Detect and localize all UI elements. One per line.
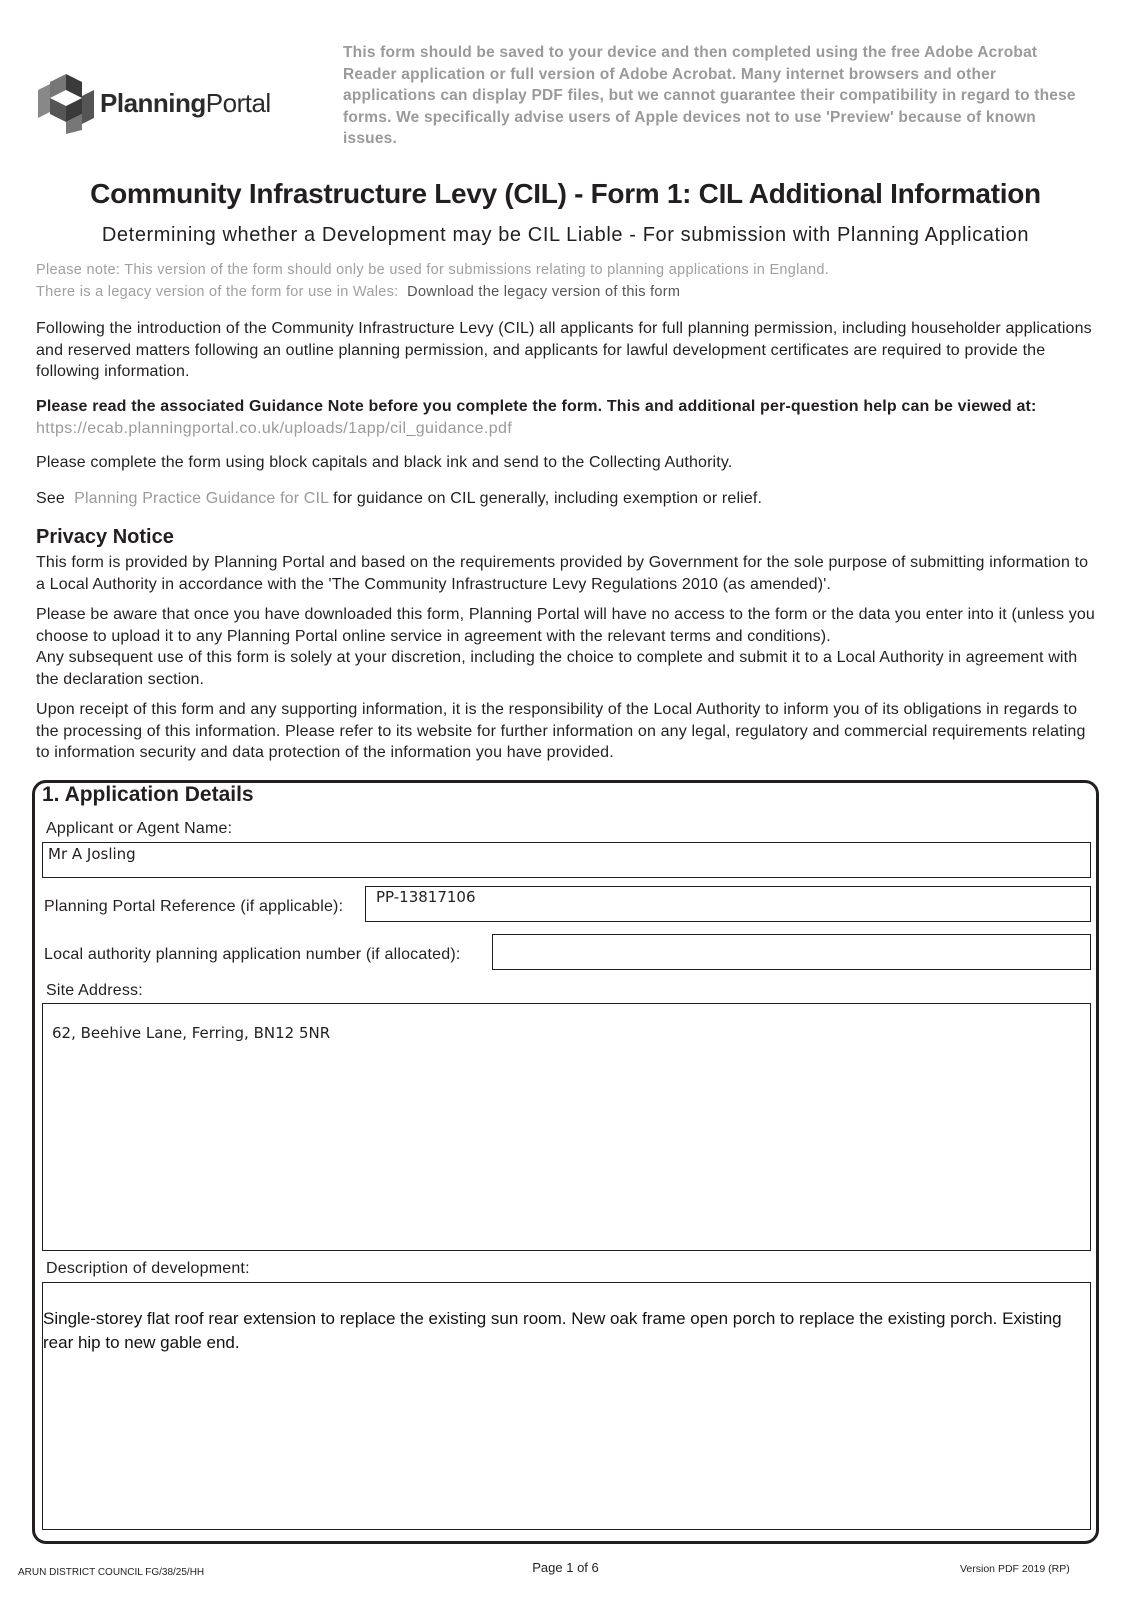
applicant-name-value: Mr A Josling — [48, 845, 136, 863]
guidance-url-link[interactable]: https://ecab.planningportal.co.uk/uploads/1app/cil_guidance.pdf — [36, 420, 513, 437]
privacy-heading: Privacy Notice — [36, 526, 174, 548]
form-title: Community Infrastructure Levy (CIL) - Form 1: CIL Additional Information — [90, 178, 1041, 209]
logo-mark-icon — [36, 72, 96, 136]
description-label: Description of development: — [46, 1260, 250, 1277]
privacy-paragraph-1: This form is provided by Planning Portal and based on the requirements provided by Government for the sole purpose of submitting information to a Local Authority in accordance with the 'The Community Infrastructure Levy Regulations 2010 (as amended)'. — [36, 554, 1089, 593]
applicant-name-field[interactable] — [42, 842, 1091, 878]
privacy-paragraph-2a: Please be aware that once you have downloaded this form, Planning Portal will have no access to the form or the data you enter into it (unless you choose to upload it to any Planning Portal online service in agreement with the relevant terms and conditions). — [36, 606, 1095, 645]
see-guidance-line: See Planning Practice Guidance for CIL for guidance on CIL generally, including exemption or relief. — [36, 490, 763, 507]
logo-wordmark: PlanningPortal — [100, 88, 271, 118]
section-title: 1. Application Details — [42, 783, 254, 806]
browser-compatibility-notice: This form should be saved to your device and then completed using the free Adobe Acrobat Reader application or full version of Adobe Acrobat. Many internet browsers and other applications can display PDF files, but we cannot guarantee their compatibility in regard to these forms. We specifically advise users of Apple devices not to use 'Preview' because of known issues. — [343, 44, 1076, 147]
pp-ref-label: Planning Portal Reference (if applicable): — [44, 898, 344, 915]
version-label: Version PDF 2019 (RP) — [960, 1563, 1070, 1575]
pp-reference-value: PP-13817106 — [376, 888, 476, 906]
privacy-paragraph-3: Upon receipt of this form and any supporting information, it is the responsibility of the Local Authority to inform you of its obligations in regards to the processing of this information. Please refer to its website for further information on any legal, regulatory and commercial requirements relating to information security and data protection of the information you have provided. — [36, 701, 1086, 761]
form-subtitle: Determining whether a Development may be CIL Liable - For submission with Planning Application — [101, 224, 1030, 246]
applicant-label: Applicant or Agent Name: — [46, 820, 233, 837]
site-address-field[interactable] — [42, 1003, 1091, 1251]
intro-paragraph: Following the introduction of the Community Infrastructure Levy (CIL) all applicants for full planning permission, including householder applications and reserved matters following an outline planning permission, and applicants for lawful development certificates are required to provide the following information. — [36, 320, 1092, 380]
england-note: Please note: This version of the form should only be used for submissions relating to planning applications in England. — [36, 262, 830, 278]
legacy-form-link[interactable]: Download the legacy version of this form — [407, 284, 681, 300]
wales-note: There is a legacy version of the form for use in Wales: Download the legacy version of this form — [36, 284, 681, 300]
description-value: Single-storey flat roof rear extension to replace the existing sun room. New oak frame open porch to replace the existing porch. Existing rear hip to new gable end. — [43, 1309, 1062, 1352]
description-field[interactable] — [42, 1282, 1091, 1530]
guidance-heading: Please read the associated Guidance Note before you complete the form. This and additional per-question help can be viewed at: — [36, 398, 1037, 415]
la-number-label: Local authority planning application number (if allocated): — [44, 946, 461, 963]
footer-reference: ARUN DISTRICT COUNCIL FG/38/25/HH — [18, 1567, 205, 1578]
site-address-value: 62, Beehive Lane, Ferring, BN12 5NR — [52, 1024, 331, 1042]
page-number: Page 1 of 6 — [532, 1560, 599, 1575]
site-address-label: Site Address: — [46, 982, 143, 999]
privacy-paragraph-2b: Any subsequent use of this form is solely at your discretion, including the choice to complete and submit it to a Local Authority in agreement with the declaration section. — [36, 649, 1078, 688]
cil-guidance-link[interactable]: Planning Practice Guidance for CIL — [74, 490, 329, 507]
pp-reference-field[interactable] — [365, 886, 1091, 922]
complete-instruction: Please complete the form using block capitals and black ink and send to the Collecting Authority. — [36, 454, 733, 471]
la-application-number-field[interactable] — [492, 934, 1091, 970]
